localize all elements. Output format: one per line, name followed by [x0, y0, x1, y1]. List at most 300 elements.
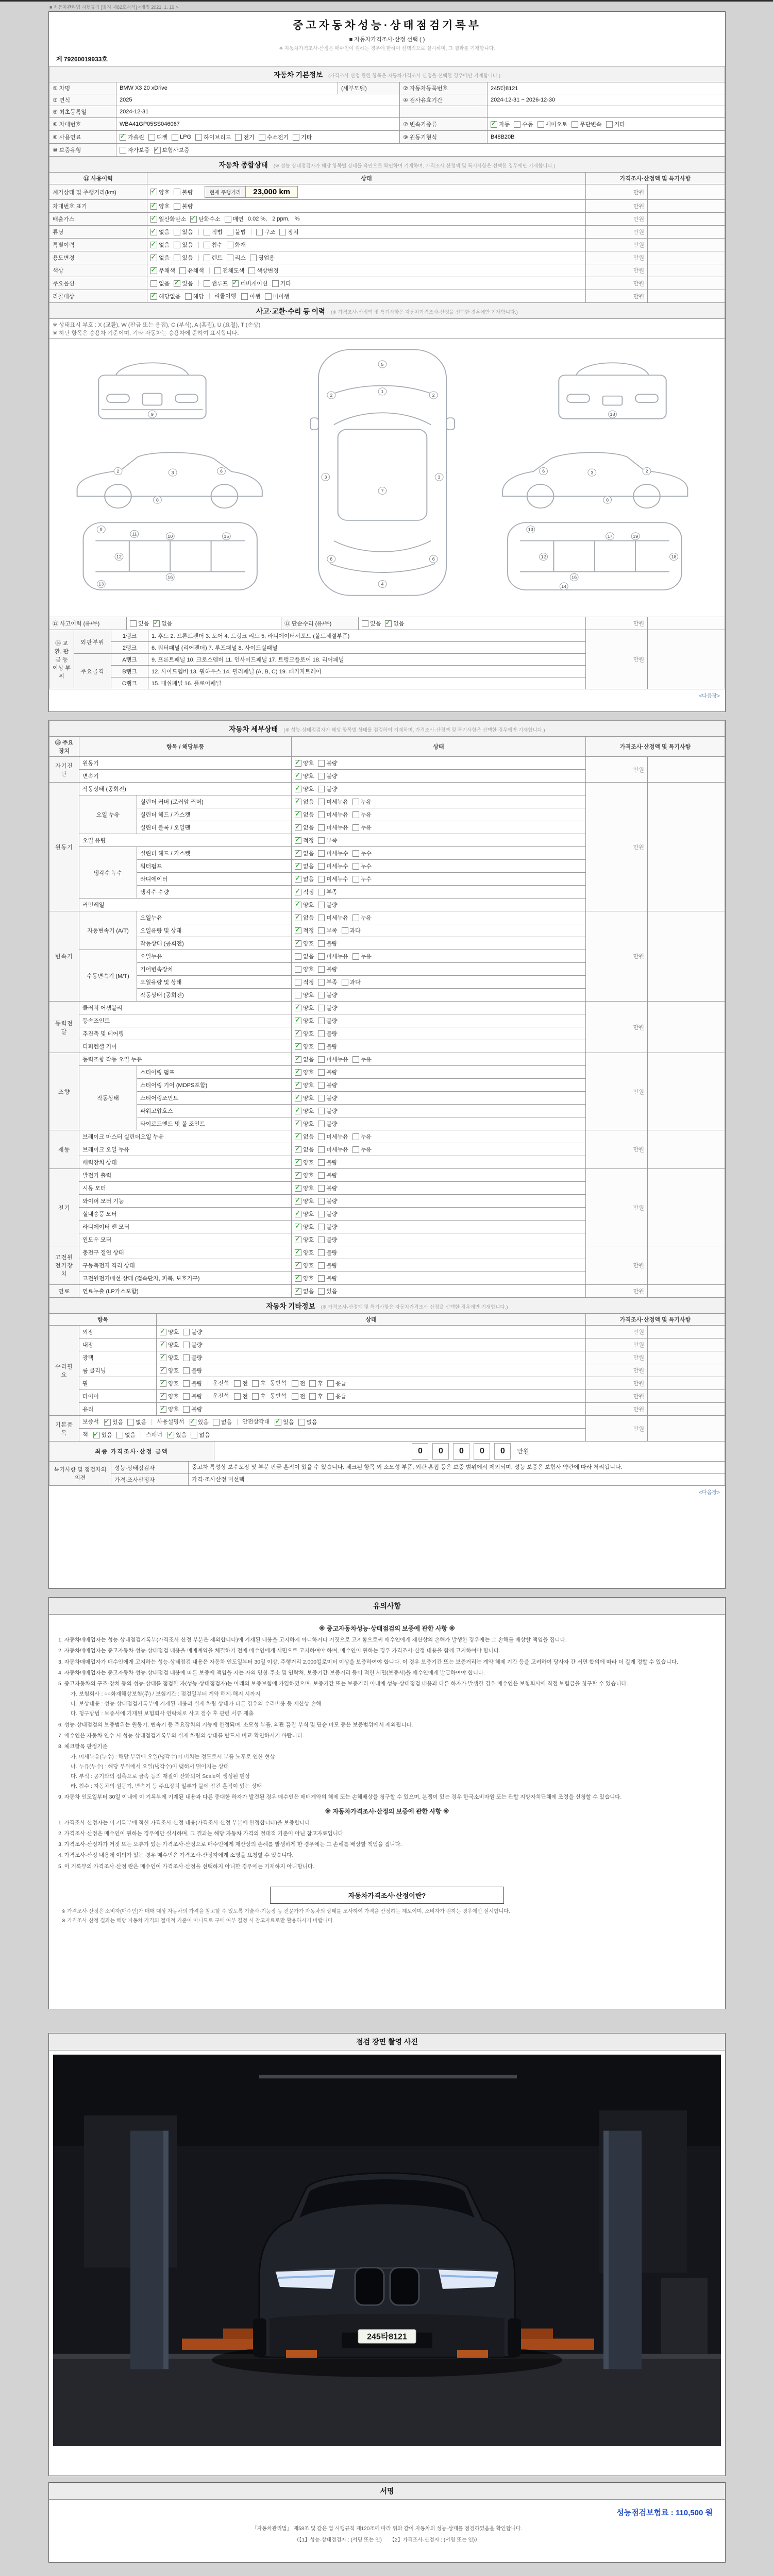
- checkbox-불량[interactable]: [318, 1042, 337, 1050]
- checkbox-불량[interactable]: [318, 965, 337, 973]
- checkbox-양호[interactable]: [295, 1248, 314, 1257]
- checkbox-전기[interactable]: [235, 133, 254, 141]
- checkbox-무채색[interactable]: [150, 266, 175, 275]
- checkbox-없음[interactable]: [298, 1418, 317, 1426]
- checkbox-label: 양호: [303, 1237, 314, 1243]
- checkbox-box: [318, 1056, 325, 1063]
- checkbox-box: [352, 953, 359, 960]
- checkbox-양호[interactable]: [160, 1405, 179, 1413]
- checkbox-불량[interactable]: [318, 1094, 337, 1102]
- inline-text: 동반석: [270, 1393, 287, 1400]
- checkbox-과다[interactable]: [342, 978, 361, 986]
- checkbox-썬루프[interactable]: [204, 279, 228, 287]
- checkbox-있음[interactable]: [275, 1418, 294, 1426]
- checkbox-후[interactable]: [309, 1392, 323, 1400]
- checkbox-있음[interactable]: [190, 1418, 209, 1426]
- checkbox-있음[interactable]: [318, 1287, 337, 1295]
- checkbox-불량[interactable]: [318, 1210, 337, 1218]
- etc-item-label: 광택: [79, 1351, 157, 1364]
- checkbox-불량[interactable]: [318, 1274, 337, 1282]
- accident-legend-cell: [49, 319, 725, 339]
- checkbox-누수[interactable]: [352, 875, 372, 883]
- checkbox-box: [204, 280, 210, 287]
- checkbox-불량[interactable]: [183, 1366, 202, 1375]
- checkbox-누유[interactable]: [352, 1145, 372, 1154]
- overall-state: [147, 264, 586, 277]
- device-group-label: 전기: [49, 1169, 79, 1246]
- checkbox-label: 전: [299, 1381, 306, 1387]
- checkbox-불법[interactable]: [227, 228, 246, 236]
- checkbox-부족[interactable]: [318, 836, 337, 844]
- checkbox-디젤[interactable]: [148, 133, 167, 141]
- checkbox-미세누유[interactable]: [318, 1132, 348, 1141]
- opinion-row: [49, 1473, 725, 1486]
- price-digit: 0: [432, 1443, 449, 1460]
- next-page-link[interactable]: <다음장>: [699, 693, 720, 700]
- checkbox-전체도색[interactable]: [214, 266, 245, 275]
- checkbox-양호[interactable]: [295, 1042, 314, 1050]
- checkbox-일산화탄소[interactable]: [150, 215, 186, 223]
- checkbox-불량[interactable]: [318, 1158, 337, 1166]
- checkbox-없음[interactable]: [150, 279, 170, 287]
- checkbox-누유[interactable]: [352, 823, 372, 832]
- next-page-link[interactable]: <다음장>: [699, 1490, 720, 1496]
- checkbox-미세누유[interactable]: [318, 823, 348, 832]
- checkbox-누유[interactable]: [352, 798, 372, 806]
- checkbox-탄화수소[interactable]: [190, 215, 221, 223]
- checkbox-label: 불량: [191, 1329, 203, 1335]
- checkbox-수소전기[interactable]: [259, 133, 289, 141]
- checkbox-불량[interactable]: [318, 1184, 337, 1192]
- checkbox-불량[interactable]: [318, 1223, 337, 1231]
- checkbox-불량[interactable]: [183, 1328, 202, 1336]
- checkbox-적법[interactable]: [204, 228, 223, 236]
- checkbox-label: 가솔린: [128, 134, 144, 141]
- checkbox-불량[interactable]: [318, 772, 337, 780]
- rank-rows: [49, 630, 725, 689]
- price-amount-cell: 만원: [585, 1326, 647, 1338]
- checkbox-미세누유[interactable]: [318, 810, 348, 819]
- panel-main-report: [48, 11, 726, 712]
- checkbox-불량[interactable]: [183, 1405, 202, 1413]
- checkbox-있음[interactable]: [174, 279, 193, 287]
- checkbox-있음[interactable]: [174, 253, 193, 262]
- checkbox-부족[interactable]: [318, 888, 337, 896]
- note-cell: [647, 200, 725, 213]
- checkbox-있음[interactable]: [167, 1431, 187, 1439]
- mileage-label: 현재 주행거리: [205, 187, 246, 197]
- checkbox-없음[interactable]: [295, 1055, 314, 1063]
- note-cell: [647, 1246, 725, 1285]
- checkbox-box: [318, 902, 325, 908]
- checkbox-양호[interactable]: [295, 785, 314, 793]
- checkbox-box: [234, 1393, 241, 1400]
- checkbox-후[interactable]: [252, 1379, 266, 1387]
- checkbox-누유[interactable]: [352, 952, 372, 960]
- checkbox-없음[interactable]: [295, 810, 314, 819]
- checkbox-하이브리드[interactable]: [195, 133, 231, 141]
- mileage-box: [205, 186, 298, 198]
- checkbox-불량[interactable]: [318, 1029, 337, 1038]
- checkbox-label: 불량: [326, 1108, 338, 1114]
- checkbox-label: 있음: [370, 621, 381, 628]
- detail-state: [292, 1040, 586, 1053]
- checkbox-label: 불량: [182, 204, 193, 210]
- checkbox-box: [150, 293, 157, 300]
- checkbox-없음[interactable]: [295, 849, 314, 857]
- checkbox-있음[interactable]: [93, 1431, 112, 1439]
- checkbox-box: [279, 229, 286, 235]
- checkbox-해당없음[interactable]: [150, 292, 181, 300]
- checkbox-label: 후: [317, 1381, 323, 1387]
- checkbox-label: 화재: [234, 242, 246, 248]
- checkbox-누유[interactable]: [352, 913, 372, 922]
- checkbox-없음[interactable]: [127, 1418, 146, 1426]
- basic-subtitle: (가격조사·산정 관련 항목은 자동차가격조사·산정을 선택한 경우에만 기재합니다.): [328, 73, 501, 79]
- checkbox-양호[interactable]: [295, 1223, 314, 1231]
- detail-item-label: 브레이크 마스터 실린더오일 누유: [79, 1130, 292, 1143]
- checkbox-양호[interactable]: [150, 202, 170, 210]
- checkbox-자동[interactable]: [491, 120, 510, 128]
- checkbox-렌트[interactable]: [204, 253, 223, 262]
- checkbox-영업용[interactable]: [250, 253, 275, 262]
- checkbox-누유[interactable]: [352, 1055, 372, 1063]
- checkbox-부족[interactable]: [318, 926, 337, 935]
- checkbox-색상변경[interactable]: [248, 266, 279, 275]
- checkbox-있음[interactable]: [130, 619, 149, 628]
- checkbox-box: [295, 837, 301, 844]
- checkbox-미세누유[interactable]: [318, 913, 348, 922]
- price-amount-cell: 만원: [585, 757, 647, 783]
- checkbox-불량[interactable]: [318, 785, 337, 793]
- checkbox-불량[interactable]: [318, 759, 337, 767]
- notice-line: 9. 자동차 인도일부터 30일 이내에 이 기록부에 기재된 내용과 다른 중대한 하자가 발견된 경우 매수인은 매매계약의 해제 또는 손해배상을 청구할 수 있으며, 분쟁이 있는 경우 한국소비자원 또는 관할 지방자치단체에 조정을 신청할 수 있습니다.: [58, 1794, 622, 1801]
- checkbox-양호[interactable]: [295, 1274, 314, 1282]
- note-cell: [647, 213, 725, 226]
- checkbox-box: [327, 1393, 334, 1400]
- checkbox-양호[interactable]: [295, 1004, 314, 1012]
- checkbox-box: [318, 786, 325, 792]
- part-number-text: 2: [330, 393, 333, 398]
- checkbox-과다[interactable]: [342, 926, 361, 935]
- checkbox-양호[interactable]: [295, 1235, 314, 1244]
- checkbox-미세누유[interactable]: [318, 952, 348, 960]
- checkbox-label: 미세누수: [326, 851, 348, 857]
- checkbox-유채색[interactable]: [179, 266, 204, 275]
- detail-state: [292, 1053, 586, 1066]
- checkbox-기타[interactable]: [293, 133, 312, 141]
- checkbox-양호[interactable]: [160, 1328, 179, 1336]
- detail-state: [292, 1105, 586, 1117]
- checkbox-box: [318, 863, 325, 870]
- detail-state: [292, 1221, 586, 1233]
- checkbox-불량[interactable]: [318, 1248, 337, 1257]
- checkbox-양호[interactable]: [295, 1171, 314, 1179]
- checkbox-양호[interactable]: [160, 1341, 179, 1349]
- checkbox-불량[interactable]: [318, 1107, 337, 1115]
- checkbox-양호[interactable]: [160, 1379, 179, 1387]
- checkbox-양호[interactable]: [295, 772, 314, 780]
- rank-label: 1랭크: [111, 630, 148, 642]
- note-cell: [647, 226, 725, 239]
- notice-line: 라. 침수 : 자동차의 원동기, 변속기 등 주요장치 일부가 물에 잠긴 흔적이 있는 상태: [71, 1783, 262, 1789]
- etc-row: [49, 1377, 725, 1390]
- checkbox-없음[interactable]: [385, 619, 404, 628]
- checkbox-미세누수[interactable]: [318, 849, 348, 857]
- checkbox-label: 응급: [335, 1394, 347, 1400]
- checkbox-label: 양호: [303, 773, 314, 779]
- checkbox-없음[interactable]: [150, 241, 170, 249]
- checkbox-label: 기타: [301, 134, 312, 141]
- checkbox-양호[interactable]: [295, 759, 314, 767]
- checkbox-불량[interactable]: [318, 1068, 337, 1076]
- checkbox-응급[interactable]: [327, 1379, 346, 1387]
- checkbox-응급[interactable]: [327, 1392, 346, 1400]
- part-number-text: 9: [99, 527, 103, 532]
- checkbox-label: 보험사보증: [162, 147, 190, 154]
- part-number-text: 2: [645, 469, 648, 474]
- checkbox-box: [150, 255, 157, 261]
- checkbox-양호[interactable]: [295, 1210, 314, 1218]
- detail-state: [292, 1246, 586, 1259]
- checkbox-불량[interactable]: [183, 1341, 202, 1349]
- detail-item-label: 작동상태 (공회전): [137, 989, 292, 1002]
- checkbox-가솔린[interactable]: [120, 133, 144, 141]
- checkbox-없음[interactable]: [295, 875, 314, 883]
- checkbox-부족[interactable]: [318, 978, 337, 986]
- checkbox-네비게이션[interactable]: [232, 279, 267, 287]
- checkbox-매연[interactable]: [225, 215, 244, 223]
- overall-item-label: 리콜대상: [49, 290, 147, 303]
- checkbox-양호[interactable]: [150, 188, 170, 196]
- checkbox-없음[interactable]: [191, 1431, 210, 1439]
- checkbox-불량[interactable]: [318, 991, 337, 999]
- year-value: 2025: [116, 94, 400, 106]
- checkbox-전[interactable]: [234, 1392, 248, 1400]
- checkbox-기타[interactable]: [272, 279, 291, 287]
- checkbox-label: 양호: [168, 1394, 179, 1400]
- checkbox-box: [318, 1146, 325, 1153]
- checkbox-침수[interactable]: [204, 241, 223, 249]
- note-cell: [647, 757, 725, 783]
- checkbox-label: 없음: [221, 1419, 232, 1426]
- checkbox-누수[interactable]: [352, 849, 372, 857]
- checkbox-없음[interactable]: [295, 823, 314, 832]
- checkbox-불량[interactable]: [174, 202, 193, 210]
- checkbox-불량[interactable]: [318, 1197, 337, 1205]
- checkbox-box: [250, 255, 257, 261]
- checkbox-box: [183, 1354, 190, 1361]
- checkbox-box: [352, 876, 359, 883]
- checkbox-label: 불량: [326, 1160, 338, 1166]
- checkbox-box: [318, 979, 325, 986]
- checkbox-양호[interactable]: [295, 991, 314, 999]
- checkbox-불량[interactable]: [174, 188, 193, 196]
- checkbox-미세누유[interactable]: [318, 798, 348, 806]
- checkbox-없음[interactable]: [295, 952, 314, 960]
- checkbox-없음[interactable]: [213, 1418, 232, 1426]
- checkbox-box: [160, 1380, 166, 1387]
- checkbox-있음[interactable]: [174, 228, 193, 236]
- checkbox-label: 누수: [360, 851, 372, 857]
- checkbox-미세누수[interactable]: [318, 875, 348, 883]
- side-view-left-outline: [77, 452, 262, 508]
- checkbox-후[interactable]: [252, 1392, 266, 1400]
- checkbox-불량[interactable]: [318, 1120, 337, 1128]
- detail-item-label: 기어변속장치: [137, 963, 292, 976]
- detail-item-label: 원동기: [79, 757, 292, 770]
- checkbox-양호[interactable]: [160, 1353, 179, 1362]
- checkbox-장치[interactable]: [279, 228, 298, 236]
- checkbox-없음[interactable]: [116, 1431, 136, 1439]
- law-confirmation-line: 「자동차관리법」 제58조 및 같은 법 시행규칙 제120조에 따라 위와 같이 자동차의 성능·상태를 점검하였음을 확인합니다.: [251, 2526, 523, 2532]
- checkbox-없음[interactable]: [150, 228, 170, 236]
- checkbox-리스[interactable]: [227, 253, 246, 262]
- checkbox-label: 불량: [326, 1198, 338, 1205]
- checkbox-label: 적법: [211, 229, 223, 235]
- detail-state: [292, 860, 586, 873]
- checkbox-보험사보증[interactable]: [154, 146, 190, 154]
- checkbox-LPG[interactable]: [172, 134, 191, 141]
- checkbox-box: [318, 1043, 325, 1050]
- checkbox-box: [292, 1380, 298, 1387]
- checkbox-양호[interactable]: [160, 1392, 179, 1400]
- checkbox-양호[interactable]: [295, 1081, 314, 1089]
- checkbox-없음[interactable]: [295, 862, 314, 870]
- detail-title: 자동차 세부상태: [229, 725, 278, 733]
- etc-state: [157, 1338, 586, 1351]
- reg-no-label: ② 자동차등록번호: [400, 82, 488, 94]
- checkbox-해당[interactable]: [185, 292, 204, 300]
- checkbox-양호[interactable]: [295, 1184, 314, 1192]
- checkbox-불량[interactable]: [318, 901, 337, 909]
- checkbox-양호[interactable]: [295, 1158, 314, 1166]
- transmission-checks: [488, 118, 725, 131]
- checkbox-불량[interactable]: [183, 1379, 202, 1387]
- checkbox-불량[interactable]: [318, 1004, 337, 1012]
- checkbox-label: 전: [242, 1394, 248, 1400]
- part-number-markers: [97, 361, 678, 590]
- checkbox-미이행[interactable]: [265, 292, 290, 300]
- checkbox-자가보증[interactable]: [120, 146, 150, 154]
- checkbox-양호[interactable]: [295, 1016, 314, 1025]
- checkbox-누유[interactable]: [352, 1132, 372, 1141]
- checkbox-양호[interactable]: [295, 939, 314, 947]
- checkbox-box: [295, 1288, 301, 1295]
- checkbox-label: 누유: [360, 825, 372, 831]
- notice-line: 4. 가격조사·산정 내용에 이의가 있는 경우 매수인은 가격조사·산정자에게 소명을 요청할 수 있습니다.: [58, 1852, 294, 1859]
- checkbox-미세누유[interactable]: [318, 1055, 348, 1063]
- checkbox-없음[interactable]: [153, 619, 172, 628]
- basic-row-firstreg: [49, 106, 725, 118]
- checkbox-무단변속[interactable]: [572, 120, 602, 128]
- checkbox-구조[interactable]: [256, 228, 275, 236]
- checkbox-box: [352, 811, 359, 818]
- detail-row: [49, 1130, 725, 1143]
- checkbox-label: 불량: [326, 1018, 338, 1024]
- checkbox-미세누수[interactable]: [318, 862, 348, 870]
- checkbox-불량[interactable]: [318, 1261, 337, 1269]
- detail-state: [292, 1079, 586, 1092]
- checkbox-이행[interactable]: [241, 292, 260, 300]
- part-number-text: 16: [167, 574, 173, 580]
- checkbox-양호[interactable]: [295, 1261, 314, 1269]
- part-number-text: 9: [151, 412, 154, 417]
- checkbox-적정[interactable]: [295, 926, 314, 935]
- inline-text: 보증서: [82, 1419, 99, 1426]
- checkbox-양호[interactable]: [295, 901, 314, 909]
- checkbox-미세누유[interactable]: [318, 1145, 348, 1154]
- checkbox-수동[interactable]: [514, 120, 533, 128]
- part-number-text: 2: [116, 469, 120, 474]
- checkbox-기타[interactable]: [606, 120, 625, 128]
- checkbox-box: [318, 1172, 325, 1179]
- checkbox-box: [295, 876, 301, 883]
- checkbox-누유[interactable]: [352, 810, 372, 819]
- checkbox-불량[interactable]: [318, 1171, 337, 1179]
- checkbox-없음[interactable]: [295, 1145, 314, 1154]
- checkbox-세미오토[interactable]: [537, 120, 568, 128]
- checkbox-label: 미세누유: [326, 1134, 348, 1140]
- checkbox-있음[interactable]: [174, 241, 193, 249]
- checkbox-box: [342, 927, 348, 934]
- checkbox-불량[interactable]: [318, 1016, 337, 1025]
- basic-title: 자동차 기본정보: [273, 71, 323, 79]
- checkbox-양호[interactable]: [295, 965, 314, 973]
- overall-item-label: 색상: [49, 264, 147, 277]
- checkbox-양호[interactable]: [160, 1366, 179, 1375]
- checkbox-양호[interactable]: [295, 1107, 314, 1115]
- checkbox-후[interactable]: [309, 1379, 323, 1387]
- checkbox-양호[interactable]: [295, 1197, 314, 1205]
- checkbox-불량[interactable]: [183, 1392, 202, 1400]
- checkbox-label: 불량: [191, 1394, 203, 1400]
- checkbox-양호[interactable]: [295, 1029, 314, 1038]
- checkbox-없음[interactable]: [295, 798, 314, 806]
- underbody-rear-outline: [508, 522, 681, 590]
- checkbox-적정[interactable]: [295, 836, 314, 844]
- detail-state: [292, 1182, 586, 1195]
- checkbox-불량[interactable]: [318, 1235, 337, 1244]
- checkbox-양호[interactable]: [295, 1068, 314, 1076]
- checkbox-없음[interactable]: [150, 253, 170, 262]
- checkbox-전[interactable]: [292, 1379, 306, 1387]
- overall-head-usage: ⑪ 사용이력: [49, 173, 147, 184]
- checkbox-전[interactable]: [234, 1379, 248, 1387]
- checkbox-양호[interactable]: [295, 1094, 314, 1102]
- checkbox-전[interactable]: [292, 1392, 306, 1400]
- checkbox-box: [104, 1419, 111, 1426]
- checkbox-label: 없음: [159, 255, 170, 261]
- price-amount-cell: 만원: [585, 1416, 647, 1442]
- checkbox-없음[interactable]: [295, 1132, 314, 1141]
- checkbox-적정[interactable]: [295, 888, 314, 896]
- checkbox-있음[interactable]: [362, 619, 381, 628]
- checkbox-불량[interactable]: [318, 939, 337, 947]
- checkbox-불량[interactable]: [183, 1353, 202, 1362]
- checkbox-화재[interactable]: [227, 241, 246, 249]
- checkbox-없음[interactable]: [295, 1287, 314, 1295]
- checkbox-있음[interactable]: [104, 1418, 123, 1426]
- checkbox-불량[interactable]: [318, 1081, 337, 1089]
- checkbox-적정[interactable]: [295, 978, 314, 986]
- checkbox-누수[interactable]: [352, 862, 372, 870]
- checkbox-없음[interactable]: [295, 913, 314, 922]
- checkbox-label: 미이행: [273, 294, 290, 300]
- checkbox-label: 수동: [522, 122, 533, 128]
- checkbox-양호[interactable]: [295, 1120, 314, 1128]
- overall-item-label: 계기상태 및 주행거리(km): [49, 184, 147, 200]
